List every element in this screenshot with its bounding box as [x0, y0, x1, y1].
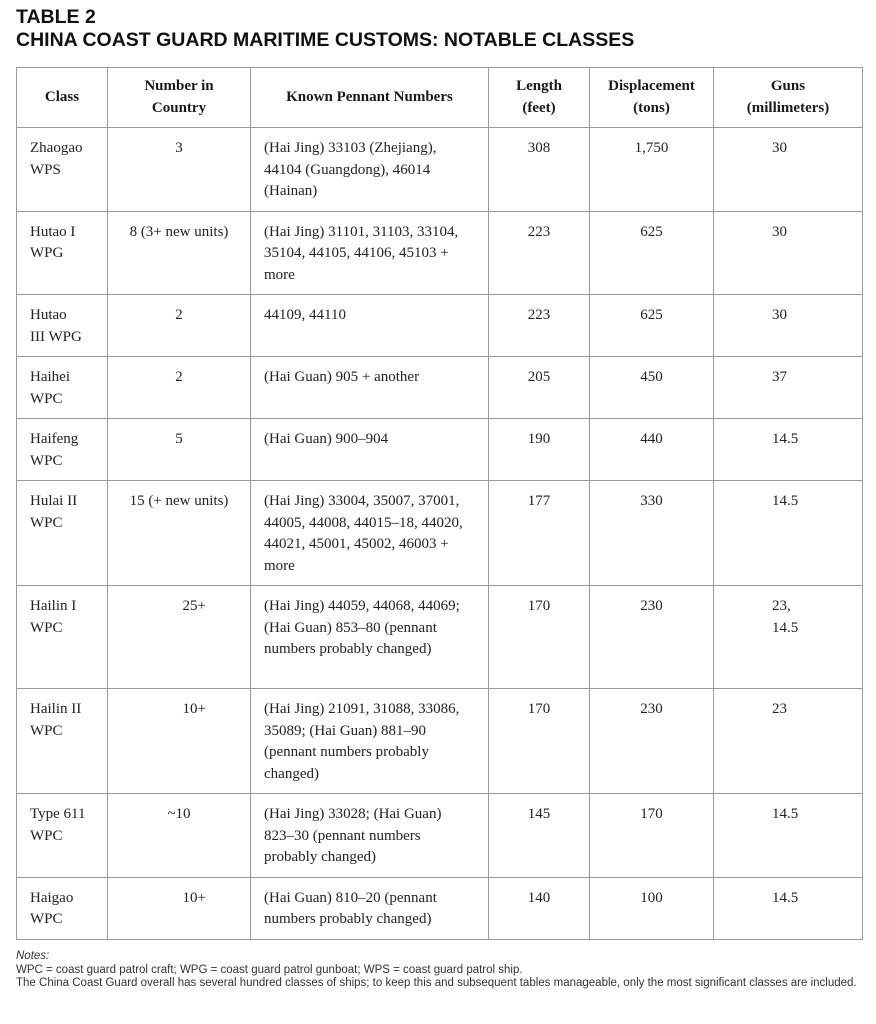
cell-length: 140	[489, 877, 590, 939]
header-length: Length (feet)	[489, 68, 590, 128]
cell-number: 2	[108, 295, 251, 357]
cell-class: Haifeng WPC	[17, 419, 108, 481]
cell-displacement: 100	[590, 877, 714, 939]
cell-guns: 37	[714, 357, 863, 419]
cell-pennant: (Hai Jing) 33004, 35007, 37001, 44005, 44008, 44015–18, 44020, 44021, 45001, 45002, 46003 + more	[251, 481, 489, 586]
cell-number: 3	[108, 128, 251, 212]
cell-guns: 30	[714, 211, 863, 295]
cell-number: 5	[108, 419, 251, 481]
cell-displacement: 625	[590, 211, 714, 295]
cell-class: Hutao I WPG	[17, 211, 108, 295]
cell-length: 223	[489, 295, 590, 357]
table-row	[17, 211, 863, 295]
header-class: Class	[17, 68, 108, 128]
cell-displacement: 450	[590, 357, 714, 419]
cell-guns: 14.5	[714, 794, 863, 878]
cell-pennant: (Hai Guan) 905 + another	[251, 357, 489, 419]
cell-length: 190	[489, 419, 590, 481]
table-notes	[16, 950, 866, 991]
table-number: TABLE 2	[16, 6, 96, 28]
cell-class: Hailin II WPC	[17, 689, 108, 794]
cell-number: ~10	[108, 794, 251, 878]
table-row	[17, 357, 863, 419]
cell-class: Haihei WPC	[17, 357, 108, 419]
cell-number: 10+	[108, 877, 251, 939]
cell-class: Haigao WPC	[17, 877, 108, 939]
table-title	[16, 6, 634, 52]
cell-pennant: (Hai Jing) 21091, 31088, 33086, 35089; (Hai Guan) 881–90 (pennant numbers probably changed)	[251, 689, 489, 794]
notes-scope: The China Coast Guard overall has several hundred classes of ships; to keep this and subsequent tables manageable, only the most significant classes are included.	[16, 977, 857, 989]
cell-length: 308	[489, 128, 590, 212]
table-heading: CHINA COAST GUARD MARITIME CUSTOMS: NOTABLE CLASSES	[16, 29, 635, 51]
cell-pennant: (Hai Jing) 44059, 44068, 44069; (Hai Guan) 853–80 (pennant numbers probably changed)	[251, 586, 489, 689]
header-row	[17, 68, 863, 128]
cell-pennant: (Hai Jing) 33103 (Zhejiang), 44104 (Guangdong), 46014 (Hainan)	[251, 128, 489, 212]
table-row	[17, 295, 863, 357]
cell-pennant: (Hai Guan) 810–20 (pennant numbers probably changed)	[251, 877, 489, 939]
header-displacement: Displacement (tons)	[590, 68, 714, 128]
table-row	[17, 481, 863, 586]
header-pennant: Known Pennant Numbers	[251, 68, 489, 128]
header-guns: Guns (millimeters)	[714, 68, 863, 128]
cell-number: 15 (+ new units)	[108, 481, 251, 586]
cell-length: 170	[489, 586, 590, 689]
cell-guns: 23, 14.5	[714, 586, 863, 689]
cell-class: Hutao III WPG	[17, 295, 108, 357]
table-row	[17, 794, 863, 878]
cell-displacement: 440	[590, 419, 714, 481]
cell-length: 177	[489, 481, 590, 586]
cell-guns: 14.5	[714, 419, 863, 481]
header-number: Number in Country	[108, 68, 251, 128]
table-row	[17, 128, 863, 212]
cell-guns: 14.5	[714, 877, 863, 939]
cell-pennant: 44109, 44110	[251, 295, 489, 357]
cell-number: 2	[108, 357, 251, 419]
cell-length: 145	[489, 794, 590, 878]
cell-guns: 14.5	[714, 481, 863, 586]
cell-displacement: 230	[590, 689, 714, 794]
cell-length: 170	[489, 689, 590, 794]
cell-guns: 30	[714, 295, 863, 357]
cell-displacement: 330	[590, 481, 714, 586]
cell-length: 223	[489, 211, 590, 295]
cell-number: 10+	[108, 689, 251, 794]
cell-class: Hailin I WPC	[17, 586, 108, 689]
cell-number: 8 (3+ new units)	[108, 211, 251, 295]
cell-class: Type 611 WPC	[17, 794, 108, 878]
cell-pennant: (Hai Jing) 31101, 31103, 33104, 35104, 44105, 44106, 45103 + more	[251, 211, 489, 295]
notes-heading: Notes:	[16, 950, 50, 962]
cell-displacement: 625	[590, 295, 714, 357]
cell-displacement: 170	[590, 794, 714, 878]
table-row	[17, 419, 863, 481]
cell-guns: 30	[714, 128, 863, 212]
cell-pennant: (Hai Jing) 33028; (Hai Guan) 823–30 (pennant numbers probably changed)	[251, 794, 489, 878]
cell-displacement: 1,750	[590, 128, 714, 212]
cell-pennant: (Hai Guan) 900–904	[251, 419, 489, 481]
cell-class: Zhaogao WPS	[17, 128, 108, 212]
cell-displacement: 230	[590, 586, 714, 689]
classes-table	[16, 67, 863, 940]
cell-number: 25+	[108, 586, 251, 689]
table-row	[17, 689, 863, 794]
table-row	[17, 586, 863, 689]
cell-length: 205	[489, 357, 590, 419]
cell-guns: 23	[714, 689, 863, 794]
cell-class: Hulai II WPC	[17, 481, 108, 586]
table-row	[17, 877, 863, 939]
notes-abbreviations: WPC = coast guard patrol craft; WPG = coast guard patrol gunboat; WPS = coast guard patrol ship.	[16, 963, 523, 976]
